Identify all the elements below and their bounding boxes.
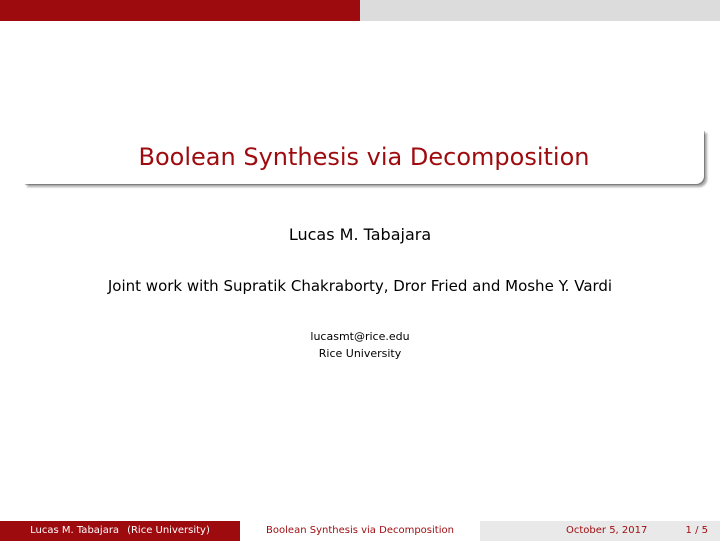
progress-bar-fill — [0, 0, 360, 21]
title-box — [24, 130, 704, 184]
page-current: 1 — [685, 525, 692, 536]
footer-author-section — [0, 521, 240, 541]
author-email: lucasmt@rice.edu — [310, 330, 410, 343]
joint-work-line: Joint work with Supratik Chakraborty, Dror Fried and Moshe Y. Vardi — [107, 277, 613, 295]
footer-date-section — [480, 521, 720, 541]
footer-page-number — [686, 521, 709, 541]
footer — [0, 521, 720, 541]
slide-title: Boolean Synthesis via Decomposition — [138, 143, 590, 171]
footer-title: Boolean Synthesis via Decomposition — [266, 525, 454, 536]
footer-author: Lucas M. Tabajara — [30, 525, 120, 536]
page-total: 5 — [701, 525, 708, 536]
author-institution: Rice University — [318, 347, 402, 360]
footer-date: October 5, 2017 — [566, 525, 648, 536]
footer-title-section — [240, 521, 480, 541]
author-name: Lucas M. Tabajara — [288, 225, 432, 244]
footer-affiliation: (Rice University) — [127, 525, 210, 536]
progress-bar — [0, 0, 720, 21]
page-separator: / — [695, 525, 699, 536]
